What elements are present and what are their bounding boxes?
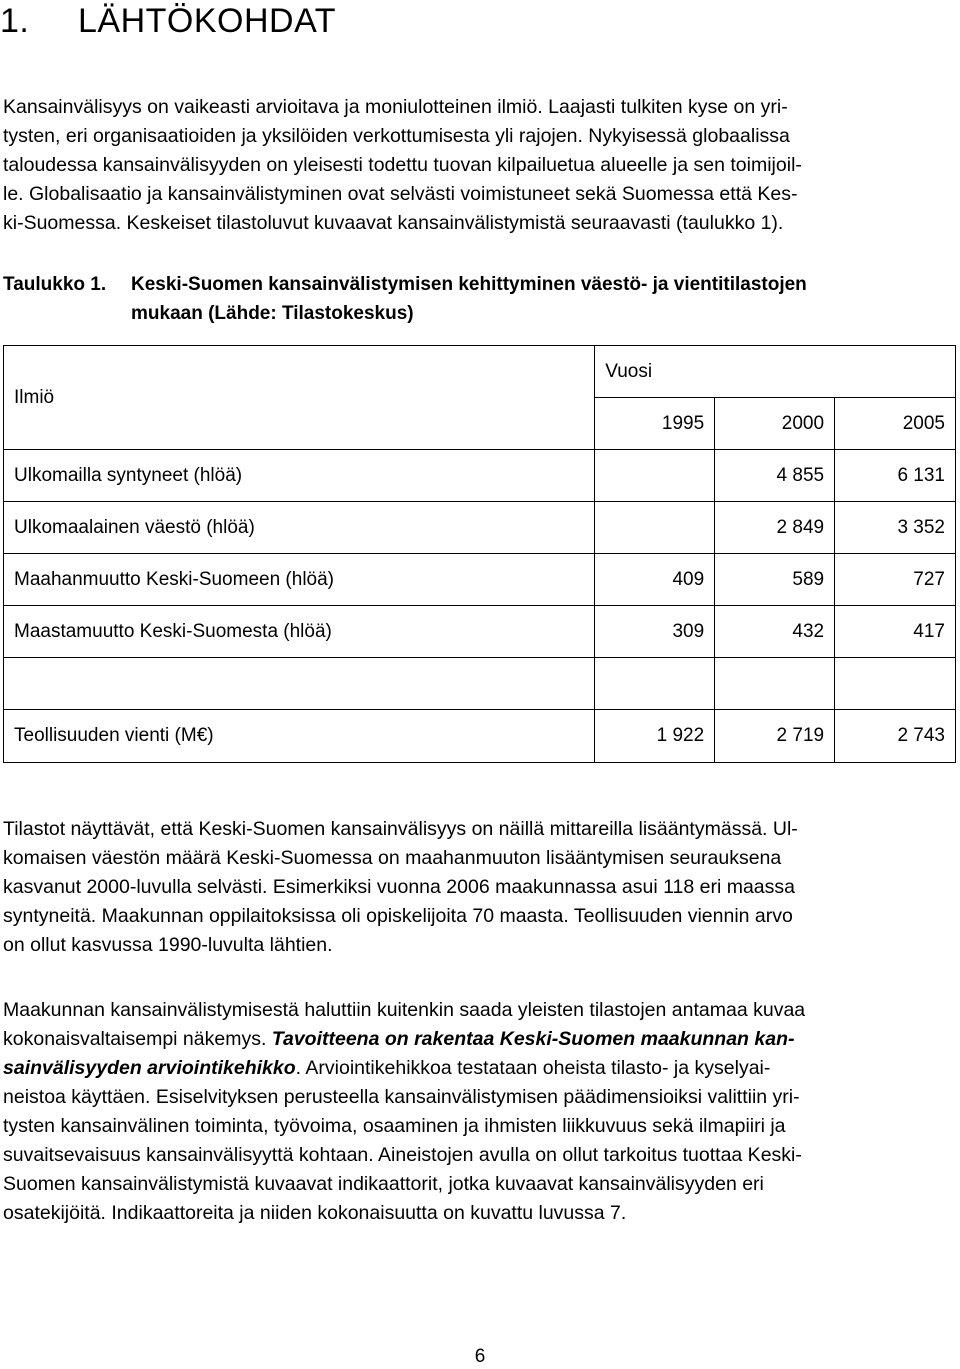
- cell-value: 1 922: [595, 710, 715, 763]
- text-line: Tilastot näyttävät, että Keski-Suomen kansainvälisyys on näillä mittareilla lisääntymässä. Ul-: [3, 818, 798, 840]
- text-line: tysten, eri organisaatioiden ja yksilöiden verkottumisesta yli rajojen. Nykyisessä globaalissa: [3, 125, 790, 147]
- text-line: le. Globalisaatio ja kansainvälistyminen ovat selvästi voimistuneet sekä Suomessa että Kes-: [3, 183, 798, 205]
- table-row: [4, 554, 956, 606]
- text-line: Kansainvälisyys on vaikeasti arvioitava ja moniulotteinen ilmiö. Laajasti tulkiten kyse on yri-: [3, 96, 788, 118]
- text-run: . Arviointikehikkoa testataan oheista tilasto- ja kyselyai-: [295, 1057, 771, 1079]
- table-row: [4, 606, 956, 658]
- emphasized-goal: sainvälisyyden arviointikehikko: [3, 1057, 296, 1079]
- text-line: kasvanut 2000-luvulla selvästi. Esimerkiksi vuonna 2006 maakunnassa asui 118 eri maassa: [3, 876, 795, 898]
- text-line: neistoa käyttäen. Esiselvityksen perusteella kansainvälistymisen päädimensioiksi valittiin yri-: [3, 1086, 800, 1108]
- chapter-title: LÄHTÖKOHDAT: [78, 2, 337, 40]
- cell-value: [595, 658, 715, 710]
- findings-paragraph: [3, 815, 958, 960]
- text-line: [3, 1025, 958, 1054]
- cell-value: [715, 658, 835, 710]
- text-line: Suomen kansainvälistymistä kuvaavat indikaattorit, jotka kuvaavat kansainvälisyyden eri: [3, 1173, 764, 1195]
- text-line: on ollut kasvussa 1990-luvulta lähtien.: [3, 934, 333, 956]
- cell-value: [595, 450, 715, 502]
- page-number: 6: [474, 1346, 486, 1367]
- cell-value: 589: [715, 554, 835, 606]
- row-label: Maahanmuutto Keski-Suomeen (hlöä): [4, 554, 595, 606]
- emphasized-goal: Tavoitteena on rakentaa Keski-Suomen maakunnan kan-: [271, 1028, 795, 1050]
- table-caption-line: mukaan (Lähde: Tilastokeskus): [131, 303, 414, 324]
- text-line: [3, 1054, 958, 1083]
- table-caption-label: Taulukko 1.: [3, 274, 107, 295]
- table-caption-line: Keski-Suomen kansainvälistymisen kehittyminen väestö- ja vientitilastojen: [131, 274, 807, 295]
- cell-value: 309: [595, 606, 715, 658]
- row-label: Teollisuuden vienti (M€): [4, 710, 595, 763]
- cell-value: 3 352: [835, 502, 956, 554]
- cell-value: 432: [715, 606, 835, 658]
- cell-value: 2 719: [715, 710, 835, 763]
- text-line: taloudessa kansainvälisyyden on yleisesti todettu tuovan kilpailuetua alueelle ja sen toimijoil-: [3, 154, 802, 176]
- table-row: [4, 502, 956, 554]
- header-year: 1995: [595, 398, 715, 450]
- text-line: ki-Suomessa. Keskeiset tilastoluvut kuvaavat kansainvälistymistä seuraavasti (taulukko 1).: [3, 212, 784, 234]
- text-line: tysten kansainvälinen toiminta, työvoima, osaaminen ja ihmisten liikkuvuus sekä ilmapiiri ja: [3, 1115, 786, 1137]
- header-year: 2000: [715, 398, 835, 450]
- row-label: [4, 658, 595, 710]
- cell-value: 4 855: [715, 450, 835, 502]
- header-year: 2005: [835, 398, 956, 450]
- row-label: Ulkomaalainen väestö (hlöä): [4, 502, 595, 554]
- chapter-number: 1.: [0, 2, 30, 40]
- intro-paragraph: [3, 93, 958, 238]
- header-phenomenon: Ilmiö: [4, 346, 595, 450]
- objective-paragraph: [3, 996, 958, 1228]
- text-line: syntyneitä. Maakunnan oppilaitoksissa oli opiskelijoita 70 maasta. Teollisuuden viennin arvo: [3, 905, 793, 927]
- cell-value: [595, 502, 715, 554]
- header-year-group: Vuosi: [595, 346, 956, 398]
- cell-value: 417: [835, 606, 956, 658]
- cell-value: 2 849: [715, 502, 835, 554]
- cell-value: 6 131: [835, 450, 956, 502]
- text-line: suvaitsevaisuus kansainvälisyyttä kohtaan. Aineistojen avulla on ollut tarkoitus tuottaa Keski-: [3, 1144, 802, 1166]
- cell-value: 409: [595, 554, 715, 606]
- text-run: kokonaisvaltaisempi näkemys.: [3, 1028, 272, 1050]
- table-row: [4, 450, 956, 502]
- chapter-heading: [0, 2, 336, 41]
- table-caption: [3, 270, 958, 328]
- text-line: komaisen väestön määrä Keski-Suomessa on maahanmuuton lisääntymisen seurauksena: [3, 847, 782, 869]
- table-row-empty: [4, 658, 956, 710]
- statistics-table: [3, 345, 956, 763]
- table-row: [4, 710, 956, 763]
- row-label: Ulkomailla syntyneet (hlöä): [4, 450, 595, 502]
- row-label: Maastamuutto Keski-Suomesta (hlöä): [4, 606, 595, 658]
- text-line: Maakunnan kansainvälistymisestä haluttiin kuitenkin saada yleisten tilastojen antamaa kuvaa: [3, 999, 806, 1021]
- text-line: osatekijöitä. Indikaattoreita ja niiden kokonaisuutta on kuvattu luvussa 7.: [3, 1202, 627, 1224]
- cell-value: [835, 658, 956, 710]
- cell-value: 727: [835, 554, 956, 606]
- cell-value: 2 743: [835, 710, 956, 763]
